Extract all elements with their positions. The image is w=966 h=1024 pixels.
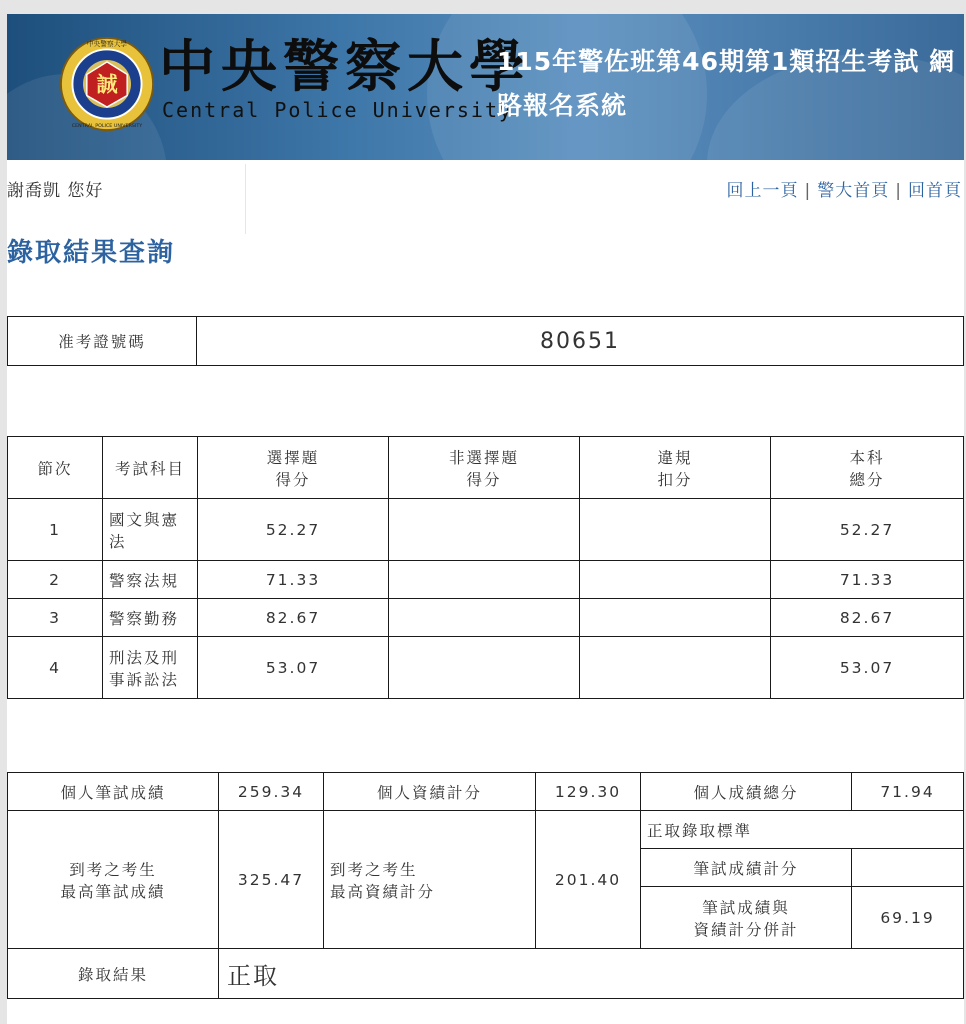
table-row xyxy=(8,561,964,599)
summary-table xyxy=(7,772,964,999)
max-seniority-label xyxy=(324,811,536,949)
header-total-line2: 總分 xyxy=(849,470,885,489)
row-total: 52.27 xyxy=(771,499,964,561)
cpu-home-link[interactable]: 警大首頁 xyxy=(817,181,890,201)
exam-number-value: 80651 xyxy=(197,317,964,366)
nav-separator: | xyxy=(804,181,812,201)
top-nav xyxy=(727,176,962,201)
combined-label-line1: 筆試成績與 xyxy=(702,898,790,917)
max-written-value: 325.47 xyxy=(219,811,324,949)
header-session: 節次 xyxy=(8,437,103,499)
combined-label-line2: 資績計分併計 xyxy=(693,920,799,939)
written-score-value xyxy=(852,849,964,887)
personal-total-label: 個人成績總分 xyxy=(641,773,852,811)
personal-total-value: 71.94 xyxy=(852,773,964,811)
header-mc-line1: 選擇題 xyxy=(266,448,320,467)
exam-number-label: 准考證號碼 xyxy=(8,317,197,366)
header-subject: 考試科目 xyxy=(103,437,198,499)
row-mc-score: 71.33 xyxy=(198,561,389,599)
header-penalty xyxy=(580,437,771,499)
max-written-label-line1: 到考之考生 xyxy=(69,860,157,879)
row-subject: 國文與憲法 xyxy=(103,499,198,561)
max-seniority-label-line2: 最高資績計分 xyxy=(330,882,436,901)
max-seniority-label-line1: 到考之考生 xyxy=(330,860,418,879)
university-seal-logo xyxy=(59,36,155,132)
user-greeting: 謝喬凱 您好 xyxy=(7,181,104,201)
combined-score-label xyxy=(641,887,852,949)
score-table xyxy=(7,436,964,699)
header-non-mc xyxy=(389,437,580,499)
university-name-cn: 中央警察大學 xyxy=(159,34,531,100)
personal-seniority-value: 129.30 xyxy=(536,773,641,811)
seal-char: 誠 xyxy=(96,71,118,97)
table-row xyxy=(8,599,964,637)
written-score-label: 筆試成績計分 xyxy=(641,849,852,887)
row-non-mc-score xyxy=(389,637,580,699)
personal-written-label: 個人筆試成績 xyxy=(8,773,219,811)
row-penalty xyxy=(580,599,771,637)
max-written-label-line2: 最高筆試成績 xyxy=(60,882,166,901)
header-mc-line2: 得分 xyxy=(275,470,311,489)
row-session: 3 xyxy=(8,599,103,637)
header-banner xyxy=(7,14,964,160)
table-row xyxy=(8,637,964,699)
row-non-mc-score xyxy=(389,599,580,637)
system-title: 115年警佐班第46期第1類招生考試 網路報名系統 xyxy=(497,47,956,120)
header-total-line1: 本科 xyxy=(849,448,885,467)
admission-result-value: 正取 xyxy=(219,949,964,999)
row-subject: 警察法規 xyxy=(103,561,198,599)
row-non-mc-score xyxy=(389,561,580,599)
header-non-mc-line1: 非選擇題 xyxy=(448,448,519,467)
row-non-mc-score xyxy=(389,499,580,561)
row-session: 4 xyxy=(8,637,103,699)
row-session: 1 xyxy=(8,499,103,561)
row-penalty xyxy=(580,637,771,699)
header-non-mc-line2: 得分 xyxy=(466,470,502,489)
admission-standard-label: 正取錄取標準 xyxy=(641,811,964,849)
page-title: 錄取結果查詢 xyxy=(7,238,176,268)
divider xyxy=(245,164,246,234)
header-penalty-line1: 違規 xyxy=(657,448,693,467)
row-subject: 刑法及刑事訴訟法 xyxy=(103,637,198,699)
home-link[interactable]: 回首頁 xyxy=(908,181,962,201)
row-mc-score: 53.07 xyxy=(198,637,389,699)
exam-number-table xyxy=(7,316,964,366)
header-mc xyxy=(198,437,389,499)
row-total: 53.07 xyxy=(771,637,964,699)
seal-bottom-text: CENTRAL POLICE UNIVERSITY xyxy=(71,124,143,130)
row-mc-score: 52.27 xyxy=(198,499,389,561)
row-total: 71.33 xyxy=(771,561,964,599)
nav-separator: | xyxy=(895,181,902,201)
admission-result-label: 錄取結果 xyxy=(8,949,219,999)
table-row xyxy=(8,499,964,561)
max-seniority-value: 201.40 xyxy=(536,811,641,949)
header-penalty-line2: 扣分 xyxy=(657,470,693,489)
row-subject: 警察勤務 xyxy=(103,599,198,637)
row-session: 2 xyxy=(8,561,103,599)
university-name-en: Central Police University xyxy=(162,98,514,122)
personal-written-value: 259.34 xyxy=(219,773,324,811)
header-total xyxy=(771,437,964,499)
row-penalty xyxy=(580,561,771,599)
back-link[interactable]: 回上一頁 xyxy=(726,181,799,201)
combined-score-value: 69.19 xyxy=(852,887,964,949)
row-total: 82.67 xyxy=(771,599,964,637)
seal-top-text: 中央警察大學 xyxy=(86,40,128,49)
row-mc-score: 82.67 xyxy=(198,599,389,637)
page xyxy=(7,14,964,1024)
row-penalty xyxy=(580,499,771,561)
personal-seniority-label: 個人資績計分 xyxy=(324,773,536,811)
max-written-label xyxy=(8,811,219,949)
